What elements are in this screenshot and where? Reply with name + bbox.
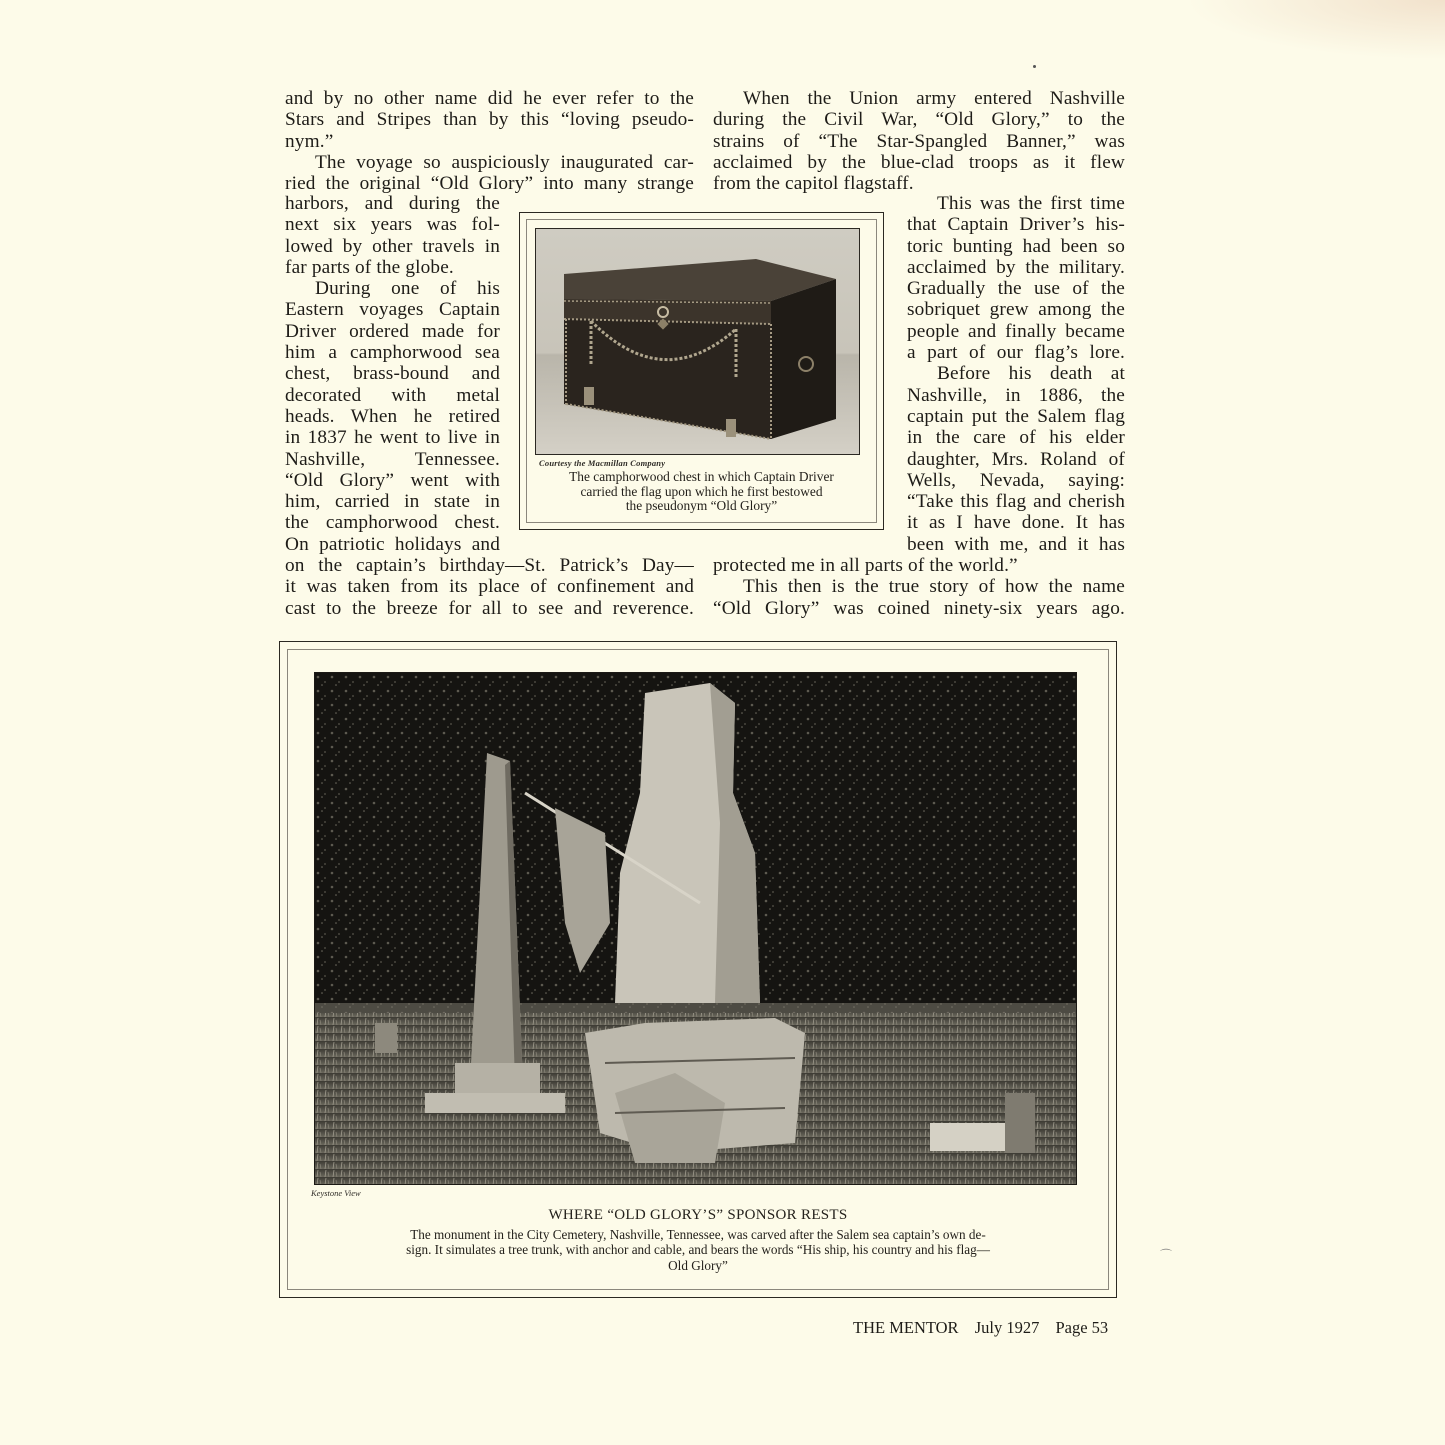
caption-line: sign. It simulates a tree trunk, with anchor and cable, and bears the words “His ship, his country and his flag— — [406, 1242, 990, 1258]
text-line: the camphorwood chest. — [285, 512, 500, 534]
chest-figure — [519, 212, 884, 530]
caption-line: Old Glory” — [668, 1257, 728, 1273]
text-line: Before his death at — [937, 363, 1125, 385]
chest-caption — [530, 470, 873, 514]
text-line: Gradually the use of the — [907, 278, 1125, 300]
text-line: captain put the Salem flag — [907, 405, 1125, 427]
issue-date: July 1927 — [974, 1318, 1040, 1337]
text-line: Stars and Stripes than by this “loving pseudo- — [285, 109, 694, 131]
text-line: nym.” — [285, 130, 334, 152]
text-line: Wells, Nevada, saying: — [907, 469, 1125, 491]
monument-figure — [279, 641, 1117, 1298]
text-line: protected me in all parts of the world.” — [713, 555, 1018, 576]
right-column-top — [713, 88, 1125, 194]
text-line: acclaimed by the military. — [907, 256, 1125, 278]
text-line: it as I have done. It has — [907, 512, 1125, 534]
text-line: strains of “The Star-Spangled Banner,” was — [713, 130, 1125, 152]
page-footer — [853, 1318, 1108, 1338]
left-column-narrow — [285, 193, 500, 555]
text-line: “Old Glory” went with — [285, 469, 500, 491]
text-line: harbors, and during the — [285, 193, 500, 214]
print-mark: ⌒ — [1160, 1248, 1173, 1262]
publication-name: THE MENTOR — [853, 1318, 959, 1337]
text-line: cast to the breeze for all to see and reverence. — [285, 597, 694, 619]
left-column-bottom — [285, 555, 694, 619]
text-line: lowed by other travels in — [285, 235, 500, 257]
text-line: daughter, Mrs. Roland of — [907, 448, 1125, 470]
caption-line: The monument in the City Cemetery, Nashville, Tennessee, was carved after the Salem sea captain’s own de- — [410, 1227, 986, 1242]
chest-photo-credit: Courtesy the Macmillan Company — [539, 458, 666, 468]
text-line: a part of our flag’s lore. — [907, 342, 1125, 364]
text-line: been with me, and it has — [907, 533, 1125, 555]
monument-photo-credit: Keystone View — [311, 1188, 361, 1198]
monument-caption — [324, 1227, 1072, 1273]
text-line: “Old Glory” was coined ninety-six years ago. — [713, 597, 1125, 619]
left-column-top — [285, 88, 694, 194]
text-line: him a camphorwood sea — [285, 342, 500, 364]
text-line: When the Union army entered Nashville — [743, 88, 1125, 109]
text-line: Nashville, Tennessee. — [285, 448, 500, 470]
chest-illustration — [536, 229, 859, 454]
text-line: him, carried in state in — [285, 491, 500, 513]
text-line: On patriotic holidays and — [285, 533, 500, 555]
caption-line: carried the flag upon which he first bestowed — [580, 483, 823, 499]
text-line: Driver ordered made for — [285, 320, 500, 342]
right-column-narrow — [907, 193, 1125, 555]
text-line: that Captain Driver’s his- — [907, 214, 1125, 236]
caption-line: the pseudonym “Old Glory” — [625, 498, 778, 514]
text-line: in the care of his elder — [907, 427, 1125, 449]
monument-caption-title: WHERE “OLD GLORY’S” SPONSOR RESTS — [548, 1207, 848, 1223]
caption-line: The camphorwood chest in which Captain Driver — [569, 469, 834, 484]
text-line: chest, brass-bound and — [285, 363, 500, 385]
text-line: This then is the true story of how the name — [743, 576, 1125, 598]
chest-photo — [535, 228, 860, 455]
text-line: toric bunting had been so — [907, 235, 1125, 257]
monument-photo — [314, 672, 1077, 1185]
text-line: next six years was fol- — [285, 214, 500, 236]
page-number: Page 53 — [1055, 1318, 1109, 1337]
text-line: The voyage so auspiciously inaugurated car- — [315, 151, 694, 173]
text-line: people and finally became — [907, 320, 1125, 342]
text-line: heads. When he retired — [285, 405, 500, 427]
text-line: Nashville, in 1886, the — [907, 384, 1125, 406]
text-line: in 1837 he went to live in — [285, 427, 500, 449]
monument-illustration — [315, 673, 1076, 1184]
text-line: ried the original “Old Glory” into many strange — [285, 173, 694, 195]
text-line: it was taken from its place of confinement and — [285, 576, 694, 598]
text-line: from the capitol flagstaff. — [713, 173, 914, 195]
right-column-bottom — [713, 555, 1125, 619]
text-line: sobriquet grew among the — [907, 299, 1125, 321]
text-line: Eastern voyages Captain — [285, 299, 500, 321]
text-line: “Take this flag and cherish — [907, 491, 1125, 513]
text-line: During one of his — [315, 278, 500, 300]
text-line: far parts of the globe. — [285, 256, 454, 278]
text-line: decorated with metal — [285, 384, 500, 406]
text-line: during the Civil War, “Old Glory,” to the — [713, 109, 1125, 131]
text-line: on the captain’s birthday—St. Patrick’s Day— — [285, 555, 694, 576]
text-line: This was the first time — [937, 193, 1125, 214]
text-line: and by no other name did he ever refer to the — [285, 88, 694, 109]
text-line: acclaimed by the blue-clad troops as it flew — [713, 151, 1125, 173]
print-speck — [1033, 65, 1036, 68]
